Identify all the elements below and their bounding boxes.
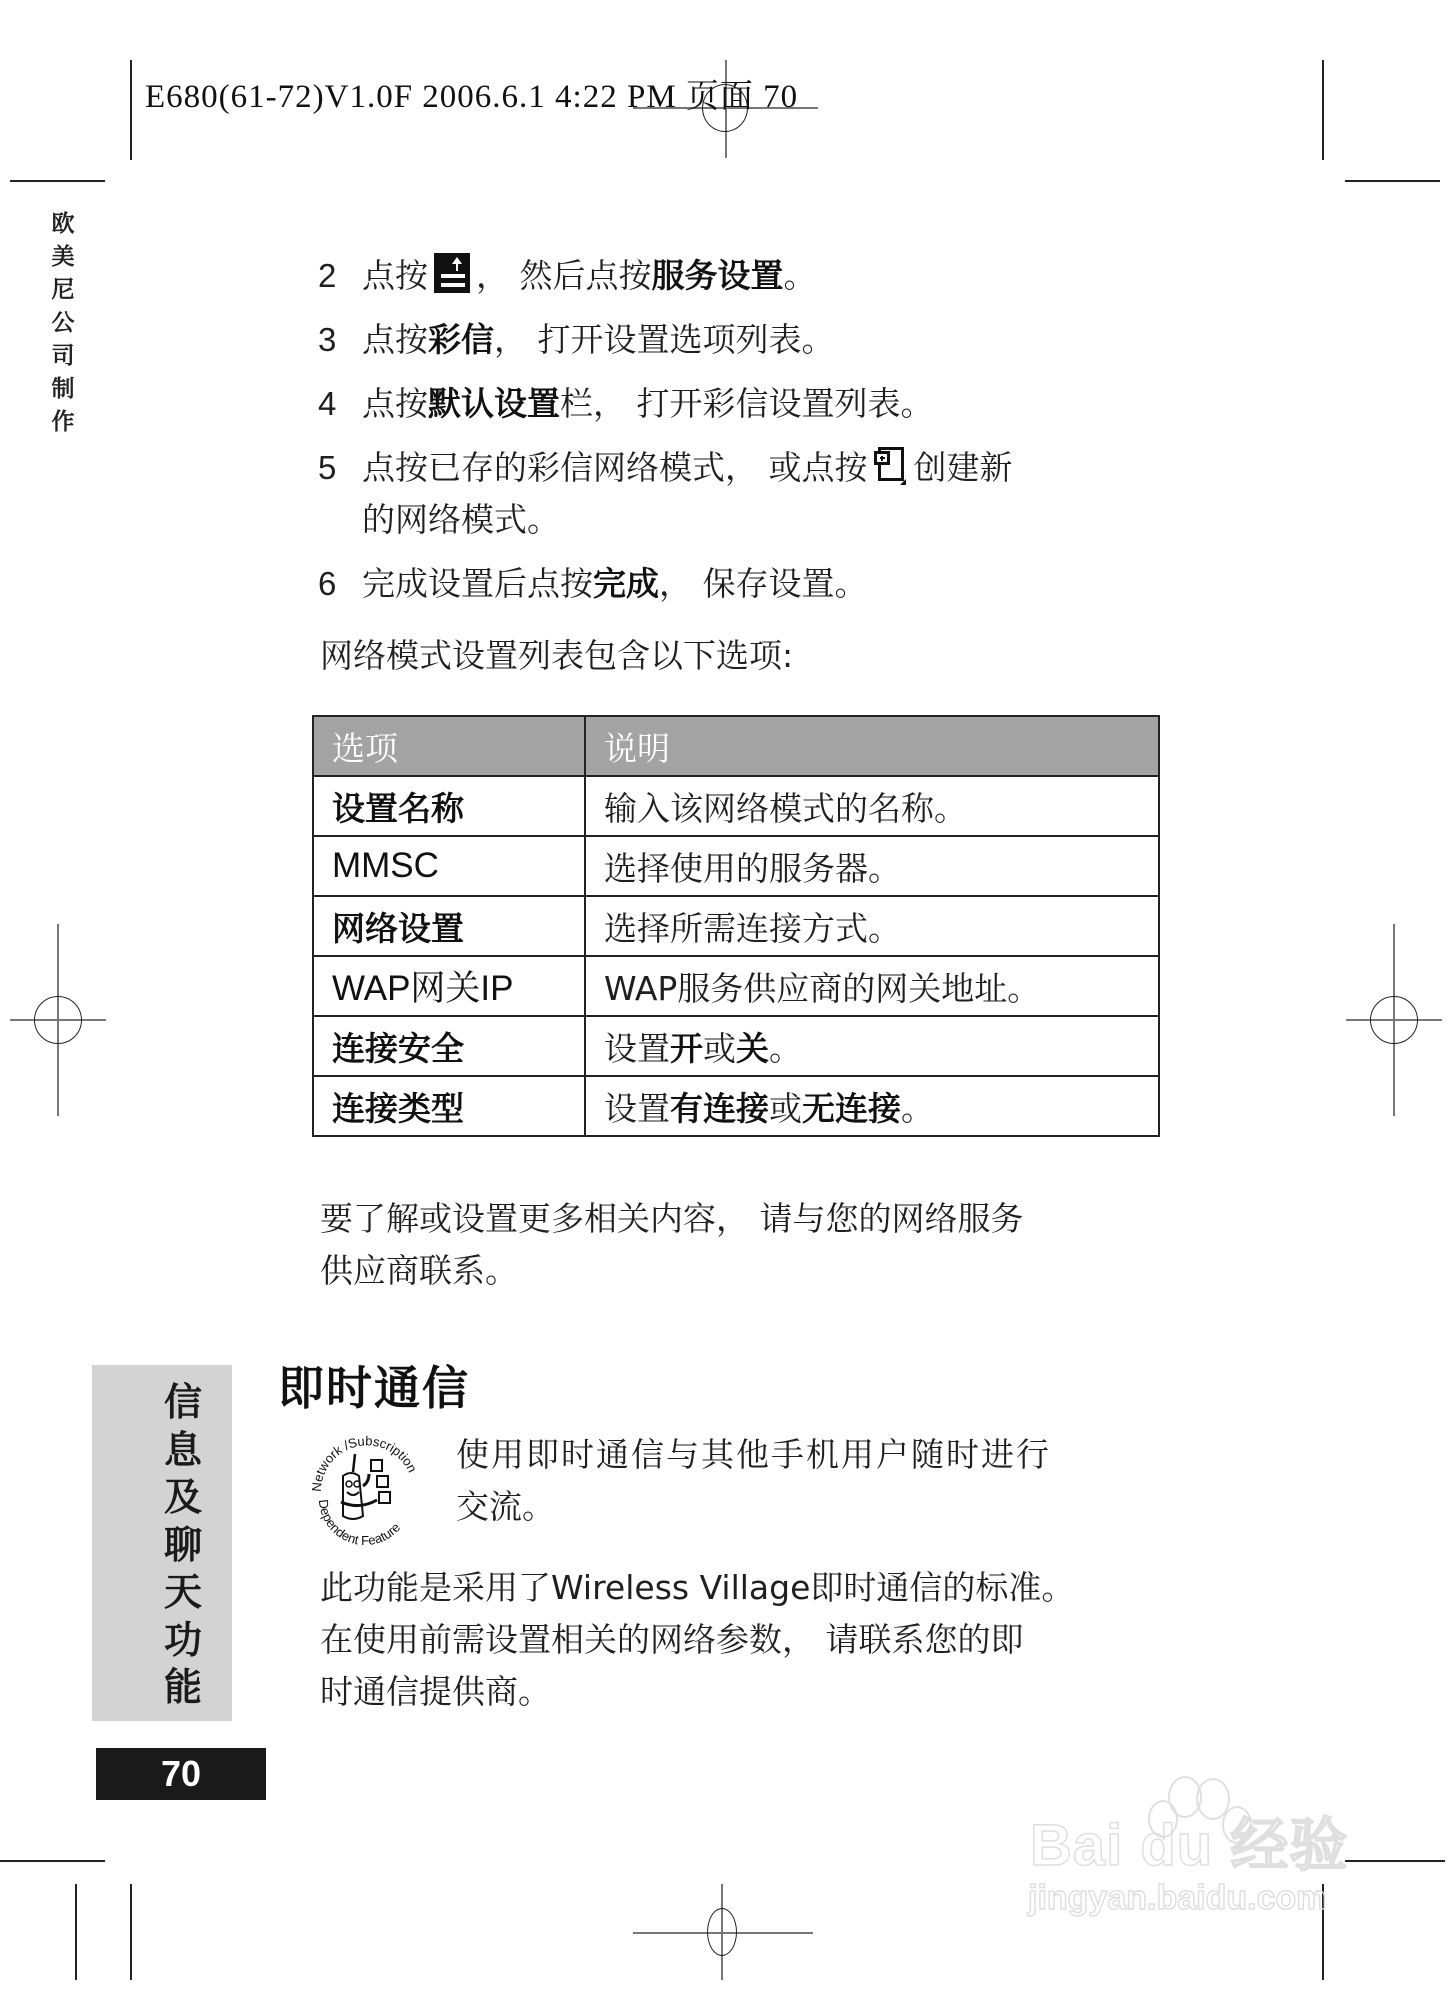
step-text: 。 [783, 256, 817, 295]
crop-mark-line [1322, 60, 1324, 160]
crop-mark-line [1345, 180, 1440, 182]
registration-circle-icon [1370, 996, 1418, 1044]
chapter-side-tab [92, 1365, 232, 1721]
value-label: 无连接 [802, 1088, 901, 1128]
table-row [313, 956, 1159, 1016]
option-cell: 网络设置 [313, 896, 585, 956]
step-3 [318, 314, 835, 366]
desc-text: 或 [703, 1028, 736, 1068]
step-text: ， 保存设置。 [659, 564, 868, 603]
value-label: 有连接 [670, 1088, 769, 1128]
new-entry-icon [874, 447, 908, 487]
paragraph-line: 使用即时通信与其他手机用户随时进行 [456, 1435, 1051, 1474]
section-intro [456, 1429, 1176, 1533]
registration-circle-icon [707, 1908, 737, 1956]
chapter-char: 及 [163, 1475, 202, 1519]
credit-char: 欧 [51, 211, 75, 237]
credit-char: 尼 [51, 277, 75, 303]
network-profile-options-table [312, 715, 1160, 1137]
chapter-char: 天 [163, 1570, 202, 1614]
crop-mark-line [75, 1884, 77, 1980]
description-cell: 选择所需连接方式。 [585, 896, 1159, 956]
step-text: ， 然后点按 [476, 256, 652, 295]
step-text: 完成设置后点按 [362, 564, 593, 603]
option-cell: 连接安全 [313, 1016, 585, 1076]
chapter-char: 功 [163, 1617, 202, 1662]
step-text: ， 打开设置选项列表。 [494, 320, 835, 359]
svg-text:Network /Subscription: Network /Subscription [308, 1433, 421, 1493]
watermark-brand: Bai du 经验 [1030, 1813, 1349, 1878]
option-cell: 连接类型 [313, 1076, 585, 1136]
crop-mark-line [10, 180, 105, 182]
credit-char: 作 [51, 409, 75, 435]
chapter-char: 能 [163, 1665, 202, 1709]
table-intro: 网络模式设置列表包含以下选项: [320, 636, 794, 675]
step-text: 点按已存的彩信网络模式， 或点按 [362, 448, 868, 487]
description-cell [585, 1016, 1159, 1076]
paragraph-line: 此功能是采用了Wireless Village即时通信的标准。 [320, 1568, 1075, 1607]
step-text: 点按 [362, 256, 428, 295]
description-cell [585, 1076, 1159, 1136]
table-row [313, 776, 1159, 836]
step-text: 点按 [362, 320, 428, 359]
menu-path-label: 服务设置 [651, 256, 784, 295]
column-header-option: 选项 [313, 716, 585, 776]
page-number: 70 [96, 1748, 266, 1800]
table-row [313, 1016, 1159, 1076]
desc-text: 或 [769, 1088, 802, 1128]
table-row [313, 896, 1159, 956]
option-cell: 设置名称 [313, 776, 585, 836]
watermark-text [1030, 1814, 1348, 1918]
chapter-char: 聊 [163, 1522, 202, 1567]
option-cell: MMSC [313, 836, 585, 896]
step-text: 栏， 打开彩信设置列表。 [560, 384, 934, 423]
table-row [313, 836, 1159, 896]
paragraph-line: 时通信提供商。 [320, 1672, 551, 1711]
value-label: 关 [736, 1028, 769, 1068]
chapter-title-vertical [160, 1379, 206, 1712]
crop-mark-line [130, 1884, 132, 1980]
paragraph-line: 供应商联系。 [320, 1251, 518, 1290]
step-5 [318, 442, 1013, 494]
desc-text: 设置 [604, 1028, 670, 1068]
chapter-char: 信 [163, 1380, 202, 1424]
credit-char: 公 [51, 310, 75, 336]
value-label: 开 [670, 1028, 703, 1068]
step-number: 5 [318, 449, 337, 486]
credit-char: 制 [51, 376, 75, 402]
menu-path-label: 完成 [593, 564, 659, 603]
step-6 [318, 558, 868, 610]
menu-path-label: 默认设置 [428, 384, 560, 423]
print-slug: E680(61-72)V1.0F 2006.6.1 4:22 PM 页面 70 [145, 79, 799, 115]
paragraph-line: 要了解或设置更多相关内容， 请与您的网络服务 [320, 1199, 1024, 1238]
menu-path-label: 彩信 [428, 320, 494, 359]
column-header-description: 说明 [585, 716, 1159, 776]
step-2 [318, 250, 817, 302]
description-cell: 选择使用的服务器。 [585, 836, 1159, 896]
vertical-credit [48, 208, 78, 439]
credit-char: 司 [51, 343, 75, 369]
svg-text:Dependent Feature: Dependent Feature [315, 1498, 404, 1548]
registration-circle-icon [34, 996, 82, 1044]
desc-text: 设置 [604, 1088, 670, 1128]
menu-icon [434, 253, 470, 293]
paragraph-line: 在使用前需设置相关的网络参数， 请联系您的即 [320, 1620, 1024, 1659]
table-row [313, 1076, 1159, 1136]
step-number: 3 [318, 321, 337, 358]
description-cell: 输入该网络模式的名称。 [585, 776, 1159, 836]
step-text: 点按 [362, 384, 428, 423]
watermark-url: jingyan.baidu.com [1028, 1879, 1327, 1917]
crop-mark-line [1345, 1860, 1445, 1862]
network-subscription-feature-icon [305, 1428, 425, 1548]
step-number: 4 [318, 385, 337, 422]
paragraph-line: 交流。 [456, 1487, 555, 1526]
section-title: 即时通信 [278, 1361, 470, 1415]
table-header-row [313, 716, 1159, 776]
description-cell: WAP服务供应商的网关地址。 [585, 956, 1159, 1016]
chapter-char: 息 [163, 1427, 202, 1472]
step-text: 创建新 [913, 448, 1013, 487]
desc-text: 。 [769, 1028, 802, 1068]
credit-char: 美 [51, 244, 75, 270]
desc-text: 。 [901, 1088, 934, 1128]
step-5-continuation: 的网络模式。 [362, 500, 560, 539]
step-4 [318, 378, 934, 430]
table-footer-note [320, 1193, 1170, 1297]
section-body [320, 1562, 1170, 1718]
option-cell: WAP网关IP [313, 956, 585, 1016]
crop-mark-line [130, 60, 132, 160]
step-number: 6 [318, 565, 337, 602]
step-number: 2 [318, 257, 337, 294]
crop-mark-line [0, 1860, 105, 1862]
